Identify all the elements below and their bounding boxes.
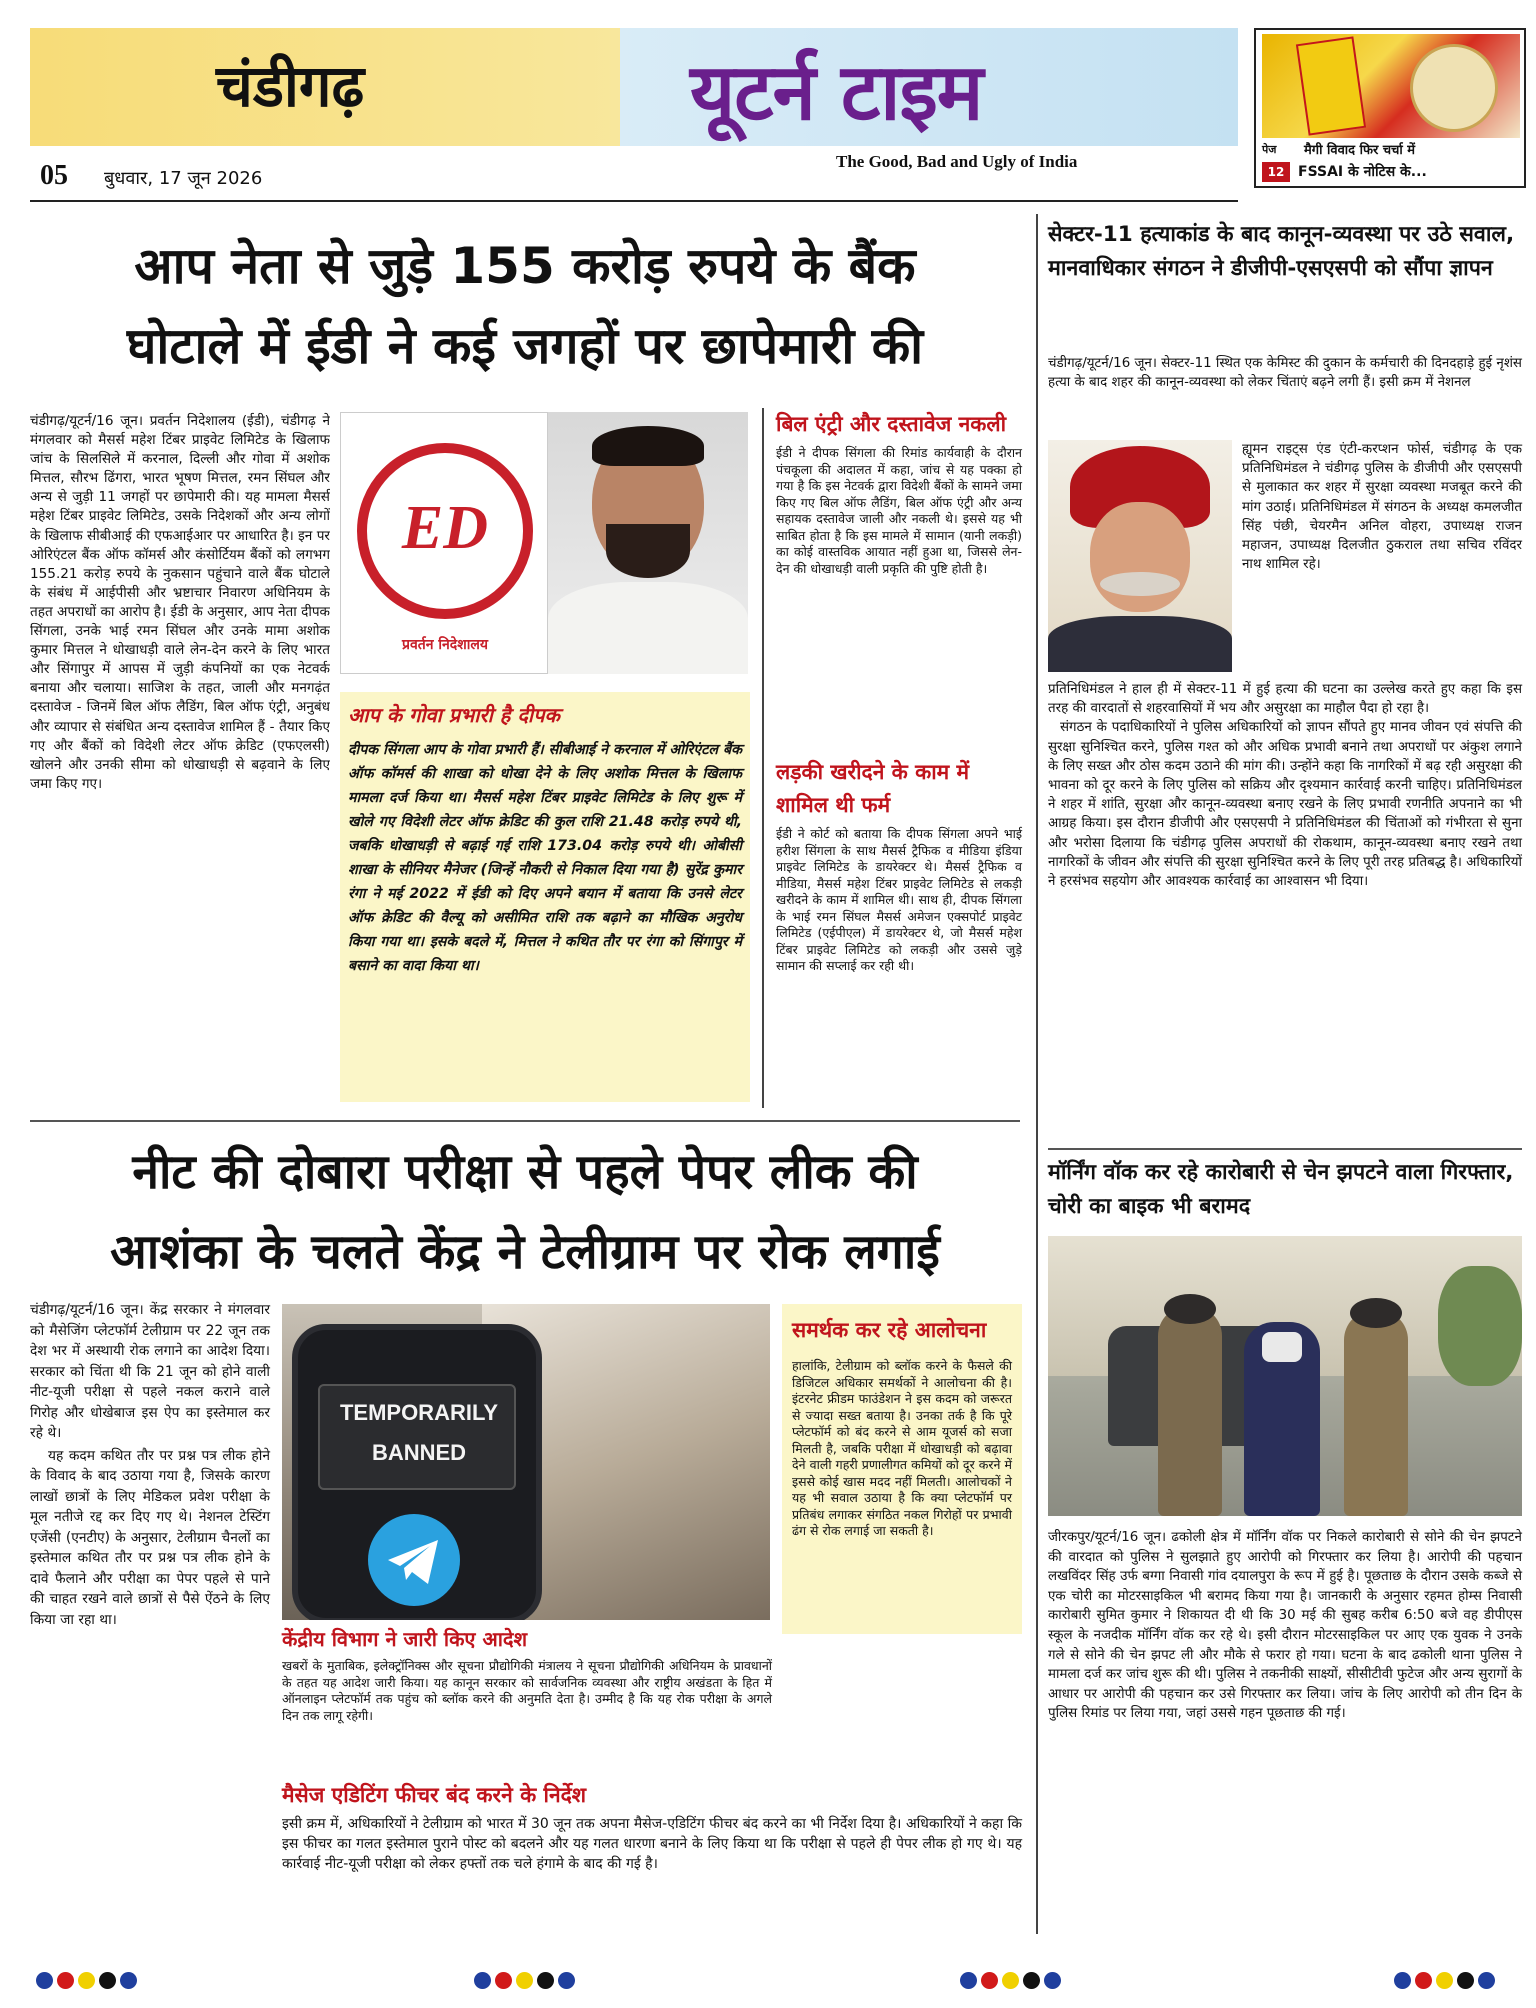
portrait-shirt <box>548 582 748 674</box>
story4-arrest-photo <box>1048 1236 1522 1516</box>
story3-portrait-photo <box>1048 440 1232 672</box>
story1-box-body: दीपक सिंगला आप के गोवा प्रभारी हैं। सीबीआई ने करनाल में ओरिएंटल बैंक ऑफ कॉमर्स की शाखा को धोखा देने के लिए अशोक मित्तल के खिलाफ मामला दर्ज किया था। मैसर्स महेश टिंबर प्राइवेट लिमिटेड के लिए शुरू में खोले गए विदेशी लेटर ऑफ क्रेडिट की कुल राशि 21.48 करोड़ रुपये थी, जबकि धोखाधड़ी से बढ़ाई गई राशि 173.04 करोड़ रुपये थी। ओबीसी शाखा के सीनियर मैनेजर (जिन्हें नौकरी से निकाल दिया गया है) सुरेंद्र कुमार रंगा ने मई 2022 में ईडी को दिए अपने बयान में बताया कि उनसे लेटर ऑफ क्रेडिट की वैल्यू को असीमित राशि तक बढ़ाने का मौखिक अनुरोध किया गया था। इसके बदले में, मित्तल ने कथित तौर पर रंगा को सिंगापुर में बसाने का वादा किया था। <box>348 742 742 974</box>
story1-box-title: आप के गोवा प्रभारी है दीपक <box>348 703 560 727</box>
officer-right <box>1344 1310 1408 1516</box>
footer-dot <box>1394 1972 1411 1989</box>
story1-side2-body: ईडी ने कोर्ट को बताया कि दीपक सिंगला अपने भाई हरीश सिंगला के साथ मैसर्स ट्रैफिक व मीडिया इंडिया प्राइवेट लिमिटेड के डायरेक्टर थे। मैसर्स ट्रैफिक व मीडिया, मैसर्स महेश टिंबर प्राइवेट लिमिटेड से लकड़ी खरीदने के काम में शामिल थी। साथ ही, दीपक सिंगला के भाई रमन सिंघल मैसर्स अमेजन एक्सपोर्ट प्राइवेट लिमिटेड (एईपीएल) में डायरेक्टर थे, जो मैसर्स महेश टिंबर प्राइवेट लिमिटेड को लकड़ी और उससे जुड़े सामान की सप्लाई कर रही थी। <box>776 826 1022 973</box>
portrait-suit <box>1048 616 1232 672</box>
footer-dot <box>981 1972 998 1989</box>
footer-dot <box>99 1972 116 1989</box>
story2-box-body: हालांकि, टेलीग्राम को ब्लॉक करने के फैसले की डिजिटल अधिकार समर्थकों ने आलोचना की है। इंटरनेट फ्रीडम फाउंडेशन ने इस कदम को जरूरत से ज्यादा सख्त बताया है। उनका तर्क है कि पूरे प्लेटफॉर्म को बंद करने से आम यूजर्स को सजा मिलती है, जबकि परीक्षा में धोखाधड़ी को बढ़ावा देने वाली गहरी प्रणालीगत कमियों को दूर करने में इससे कोई खास मदद नहीं मिलती। आलोचकों ने यह भी सवाल उठाया है कि क्या प्लेटफॉर्म पर प्रतिबंध लगाकर संगठित नकल गिरोहों पर प्रभावी ढंग से रोक लगाई जा सकती है। <box>792 1358 1012 1538</box>
footer-dots-mid-right <box>960 1972 1061 1992</box>
portrait-hair <box>592 426 704 466</box>
story2-sub1-body: खबरों के मुताबिक, इलेक्ट्रॉनिक्स और सूचना प्रौद्योगिकी मंत्रालय ने सूचना प्रौद्योगिकी अधिनियम के प्रावधानों के तहत यह आदेश जारी किया। यह कानून सरकार को सार्वजनिक व्यवस्था और राष्ट्रीय अखंडता के हित में ऑनलाइन प्लेटफॉर्म तक पहुंच को ब्लॉक करने की अनुमति देता है। उम्मीद है कि यह रोक परीक्षा के अगले दिन तक लागू रहेगी। <box>282 1658 772 1723</box>
promo-box[interactable] <box>1254 28 1526 188</box>
story3-headline[interactable]: सेक्टर-11 हत्याकांड के बाद कानून-व्यवस्था पर उठे सवाल, मानवाधिकार संगठन ने डीजीपी-एसएसपी को सौंपा ज्ञापन <box>1048 222 1515 281</box>
ed-emblem-text: प्रवर्तन निदेशालय <box>402 637 488 653</box>
page-number: 05 <box>40 160 68 191</box>
story2-sub2 <box>282 1780 1022 1874</box>
story3-body-bottom <box>1048 680 1522 891</box>
story1-side2-title: लड़की खरीदने के काम में शामिल थी फर्म <box>776 760 970 817</box>
story2-sub2-title: मैसेज एडिटिंग फीचर बंद करने के निर्देश <box>282 1783 587 1807</box>
banned-plate <box>318 1384 516 1490</box>
story1-headline[interactable] <box>30 226 1020 386</box>
promo-thumbnail <box>1262 34 1520 138</box>
promo-line1: मैगी विवाद फिर चर्चा में <box>1304 143 1416 158</box>
story2-body-p1: चंडीगढ़/यूटर्न/16 जून। केंद्र सरकार ने मंगलवार को मैसेजिंग प्लेटफॉर्म टेलीग्राम पर 22 जून तक देश भर में अस्थायी रोक लगाने का आदेश दिया। सरकार को चिंता थी कि 21 जून को होने वाली नीट-यूजी परीक्षा से पहले नकल कराने वाले गिरोह और धोखेबाज इस ऐप का इस्तेमाल कर रहे थे। <box>30 1302 270 1441</box>
phone-screen <box>292 1324 542 1620</box>
right-column-divider <box>1036 214 1038 1934</box>
ed-logo <box>340 412 548 674</box>
story1-portrait-photo <box>548 412 748 674</box>
story1-bottom-rule <box>30 1120 1020 1122</box>
story2-telegram-photo <box>282 1304 770 1620</box>
story1-inner-divider <box>762 408 764 1108</box>
footer-dot <box>516 1972 533 1989</box>
footer-dots-right <box>1394 1972 1495 1992</box>
story2-side-box <box>782 1304 1022 1634</box>
story2-sub1 <box>282 1624 772 1724</box>
story1-body: चंडीगढ़/यूटर्न/16 जून। प्रवर्तन निदेशालय (ईडी), चंडीगढ़ ने मंगलवार को मैसर्स महेश टिंबर प्राइवेट लिमिटेड के खिलाफ जांच के सिलसिले में करनाल, दिल्ली और गोवा में अशोक मित्तल, सौरभ ढिंगरा, भारत भूषण मित्तल, रमन सिंघल और अन्य से जुड़ी 11 जगहों पर छापेमारी की। यह मामला मैसर्स महेश टिंबर प्राइवेट लिमिटेड, उसके निदेशकों और अन्य लोगों के खिलाफ सीबीआई की एफआईआर पर आधारित है। इन पर ओरिएंटल बैंक ऑफ कॉमर्स और कंसोर्टियम बैंकों को लगभग 155.21 करोड़ रुपये के नुकसान पहुंचाने वाले बैंक घोटाले के संबंध में आईपीसी और भ्रष्टाचार निवारण अधिनियम के तहत अपराधों का आरोप है। ईडी के अनुसार, आप नेता दीपक सिंगला, उनके भाई रमन सिंघल और उनके मामा अशोक कुमार मित्तल ने धोखाधड़ी वाले लेन-देन करने के लिए भारत और सिंगापुर में आपस में जुड़ी कंपनियों का एक नेटवर्क बनाया और चलाया। साजिश के तहत, जाली और मनगढ़ंत दस्तावेज - जिनमें बिल ऑफ लैडिंग, बिल ऑफ एंट्री, अनुबंध और व्यापार से संबंधित अन्य दस्तावेज शामिल हैं - तैयार किए गए और बैंकों को विदेशी लेटर ऑफ क्रेडिट (एफएलसी) खोलने और उनकी सीमा को धोखाधड़ी से बढ़वाने के लिए जमा किए गए। <box>30 413 330 792</box>
footer-dot <box>960 1972 977 1989</box>
footer-dot <box>1002 1972 1019 1989</box>
footer-dot <box>120 1972 137 1989</box>
story1-side2 <box>776 756 1022 975</box>
officer-right-turban <box>1350 1298 1402 1328</box>
story3-bottom-rule <box>1048 1148 1522 1150</box>
footer-dot <box>36 1972 53 1989</box>
banned-text-line1: TEMPORARILY <box>339 1400 499 1425</box>
story2-headline-line2: आशंका के चलते केंद्र ने टेलीग्राम पर रोक लगाई <box>110 1224 940 1280</box>
masthead-tagline: The Good, Bad and Ugly of India <box>836 152 1078 171</box>
footer-dot <box>1436 1972 1453 1989</box>
banned-text-line2: BANNED <box>371 1440 467 1465</box>
noodle-bowl-icon <box>1410 44 1498 132</box>
story2-box-title: समर्थक कर रहे आलोचना <box>792 1318 987 1342</box>
footer-dot <box>1415 1972 1432 1989</box>
masthead-rule <box>30 200 1238 202</box>
portrait-beard <box>606 524 690 578</box>
story2-headline-line1: नीट की दोबारा परीक्षा से पहले पेपर लीक की <box>132 1144 918 1200</box>
trees-right <box>1438 1266 1522 1386</box>
ed-emblem <box>357 443 533 619</box>
story1-side1 <box>776 408 1022 577</box>
story3-body-wrap: ह्यूमन राइट्स एंड एंटी-करप्शन फोर्स, चंडीगढ़ के एक प्रतिनिधिमंडल ने चंडीगढ़ पुलिस के डीजीपी और एसएसपी से मुलाकात कर शहर में सुरक्षा व्यवस्था मजबूत करने की मांग उठाई। प्रतिनिधिमंडल में संगठन के अध्यक्ष कमलजीत सिंह पंछी, चेयरमैन अनिल वोहरा, उपाध्यक्ष राजन महाजन, उपाध्यक्ष दिलजीत ठुकराल तथा सचिव रविंदर नाथ शामिल रहे। <box>1242 442 1522 573</box>
story3-body-p2: संगठन के पदाधिकारियों ने पुलिस अधिकारियों को ज्ञापन सौंपते हुए मानव जीवन एवं संपत्ति की सुरक्षा सुनिश्चित करने, पुलिस गश्त को और अधिक प्रभावी बनाने तथा अपराधों पर अंकुश लगाने के लिए सख्त और ठोस कदम उठाने की मांग की। उन्होंने कहा कि नागरिकों में बढ़ रही असुरक्षा की भावना को दूर करने के लिए पुलिस को सक्रिय और दृश्यमान कार्रवाई करनी चाहिए। प्रतिनिधिमंडल ने शहर में शांति, सुरक्षा और कानून-व्यवस्था बनाए रखने के लिए प्रभावी रणनीति अपनाने का भी आग्रह किया। इस दौरान डीजीपी और एसएसपी ने प्रतिनिधिमंडल की चिंताओं को गंभीरता से सुना और भरोसा दिलाया कि चंडीगढ़ पुलिस अपराधों की रोकथाम, कानून-व्यवस्था बनाए रखने तथा नागरिकों के जीवन और संपत्ति की सुरक्षा सुनिश्चित करने के लिए पूरी तरह प्रतिबद्ध है। अधिकारियों ने हरसंभव सहयोग और आवश्यक कार्रवाई का आश्वासन भी दिया। <box>1048 720 1523 890</box>
portrait-moustache <box>1100 572 1180 596</box>
story2-sub1-title: केंद्रीय विभाग ने जारी किए आदेश <box>282 1627 528 1651</box>
footer-dot <box>78 1972 95 1989</box>
officer-left <box>1158 1306 1222 1516</box>
story2-body-column <box>30 1300 270 1630</box>
footer-dot <box>537 1972 554 1989</box>
telegram-plane-icon <box>368 1514 460 1606</box>
footer-dot <box>558 1972 575 1989</box>
ed-emblem-mark: ED <box>401 494 489 562</box>
footer-dot <box>1044 1972 1061 1989</box>
officer-left-turban <box>1164 1294 1216 1324</box>
accused-face-mask <box>1262 1332 1302 1362</box>
footer-dots-mid-left <box>474 1972 575 1992</box>
footer-dot <box>1023 1972 1040 1989</box>
footer-dots-left <box>36 1972 137 1992</box>
story4-headline[interactable]: मॉर्निंग वॉक कर रहे कारोबारी से चेन झपटने वाला गिरफ्तार, चोरी का बाइक भी बरामद <box>1048 1160 1514 1219</box>
story1-headline-line1: आप नेता से जुड़े 155 करोड़ रुपये के बैंक <box>134 237 916 295</box>
story3-body-rest: प्रतिनिधिमंडल ने हाल ही में सेक्टर-11 में हुई हत्या की घटना का उल्लेख करते हुए कहा कि इस तरह की वारदातों से शहरवासियों में भय और असुरक्षा का माहौल पैदा हो रहा है। <box>1048 682 1522 717</box>
story1-side1-title: बिल एंट्री और दस्तावेज नकली <box>776 412 1007 436</box>
masthead-city: चंडीगढ़ <box>216 52 365 120</box>
noodle-pack-icon <box>1296 36 1366 135</box>
footer-dot <box>57 1972 74 1989</box>
story1-side1-body: ईडी ने दीपक सिंगला की रिमांड कार्यवाही के दौरान पंचकूला की अदालत में कहा, जांच से यह पक्का हो गया है कि इस नेटवर्क द्वारा विदेशी बैंकों के सामने जमा किए गए बिल ऑफ लैडिंग, बिल ऑफ एंट्री और अन्य सहायक दस्तावेज जाली और नकली थे। इससे यह भी साबित होता है कि इस मामले में सामान (यानी लकड़ी) का कोई वास्तविक आयात नहीं हुआ था, जिससे लेन-देन की धोखाधड़ी वाली प्रकृति की पुष्टि होती है। <box>776 445 1022 576</box>
story4-body: जीरकपुर/यूटर्न/16 जून। ढकोली क्षेत्र में मॉर्निंग वॉक पर निकले कारोबारी से सोने की चेन झपटने की वारदात को पुलिस ने सुलझाते हुए आरोपी को गिरफ्तार कर लिया है। आरोपी की पहचान लखविंदर सिंह उर्फ बग्गा निवासी गांव दयालपुरा के रूप में हुई है। पूछताछ के दौरान उसके कब्जे से एक चोरी का मोटरसाइकिल भी बरामद किया गया है। जानकारी के अनुसार रहमत होम्स निवासी कारोबारी सुमित कुमार ने शिकायत दी थी कि 30 मई की सुबह करीब 6:50 बजे वह डीपीएस स्कूल के नजदीक मॉर्निंग वॉक कर रहे थे। इसी दौरान मोटरसाइकिल पर आए एक युवक ने उनके गले से सोने की चेन झपट ली और मौके से फरार हो गया। घटना के बाद ढकोली थाना पुलिस ने मामला दर्ज कर जांच शुरू की थी। पुलिस ने तकनीकी साक्ष्यों, सीसीटीवी फुटेज और अन्य सुरागों के आधार पर आरोपी की पहचान कर उसे गिरफ्तार कर लिया। जांच के लिए आरोपी को तीन दिन के पुलिस रिमांड पर लिया गया, जहां उससे गहन पूछताछ की गई। <box>1048 1530 1522 1722</box>
masthead <box>30 28 1238 171</box>
promo-label: पेज <box>1262 143 1277 156</box>
story1-headline-line2: घोटाले में ईडी ने कई जगहों पर छापेमारी की <box>126 317 924 375</box>
footer-dot <box>1478 1972 1495 1989</box>
telegram-icon <box>368 1514 460 1606</box>
story2-headline[interactable] <box>30 1132 1020 1292</box>
issue-date: बुधवार, 17 जून 2026 <box>104 168 263 189</box>
footer-dot <box>474 1972 491 1989</box>
story1-info-box <box>340 692 750 1102</box>
footer-dot <box>495 1972 512 1989</box>
promo-line2: FSSAI के नोटिस के... <box>1298 164 1427 180</box>
story2-body-p2: यह कदम कथित तौर पर प्रश्न पत्र लीक होने के विवाद के बाद उठाया गया है, जिसके कारण लाखों छात्रों के लिए मेडिकल प्रवेश परीक्षा के मूल नतीजे रद्द कर दिए गए थे। नेशनल टेस्टिंग एजेंसी (एनटीए) के अनुसार, टेलीग्राम चैनलों का इस्तेमाल कथित तौर पर प्रश्न पत्र लीक होने के दावे फैलाने और परीक्षा का पेपर पहले से पाने की चाहत रखने वाले छात्रों से पैसे ऐंठने के लिए किया जा रहा था। <box>30 1447 270 1628</box>
story2-sub2-body: इसी क्रम में, अधिकारियों ने टेलीग्राम को भारत में 30 जून तक अपना मैसेज-एडिटिंग फीचर बंद करने का भी निर्देश दिया है। अधिकारियों ने कहा कि इस फीचर का गलत इस्तेमाल पुराने पोस्ट को बदलने और यह गलत धारणा बनाने के लिए किया था कि परीक्षा से पहले ही पेपर लीक हो गए थे। यह कार्रवाई नीट-यूजी परीक्षा को लेकर हफ्तों तक चले हंगामे के बाद की गई है। <box>282 1816 1022 1872</box>
footer-dot <box>1457 1972 1474 1989</box>
promo-page-badge: 12 <box>1262 162 1290 182</box>
masthead-logo[interactable]: यूटर्न टाइम <box>690 48 983 138</box>
story3-body-intro: चंडीगढ़/यूटर्न/16 जून। सेक्टर-11 स्थित एक केमिस्ट की दुकान के कर्मचारी की दिनदहाड़े हुई नृशंस हत्या के बाद शहर की कानून-व्यवस्था को लेकर चिंताएं बढ़ने लगी हैं। इसी क्रम में नेशनल <box>1048 356 1522 391</box>
